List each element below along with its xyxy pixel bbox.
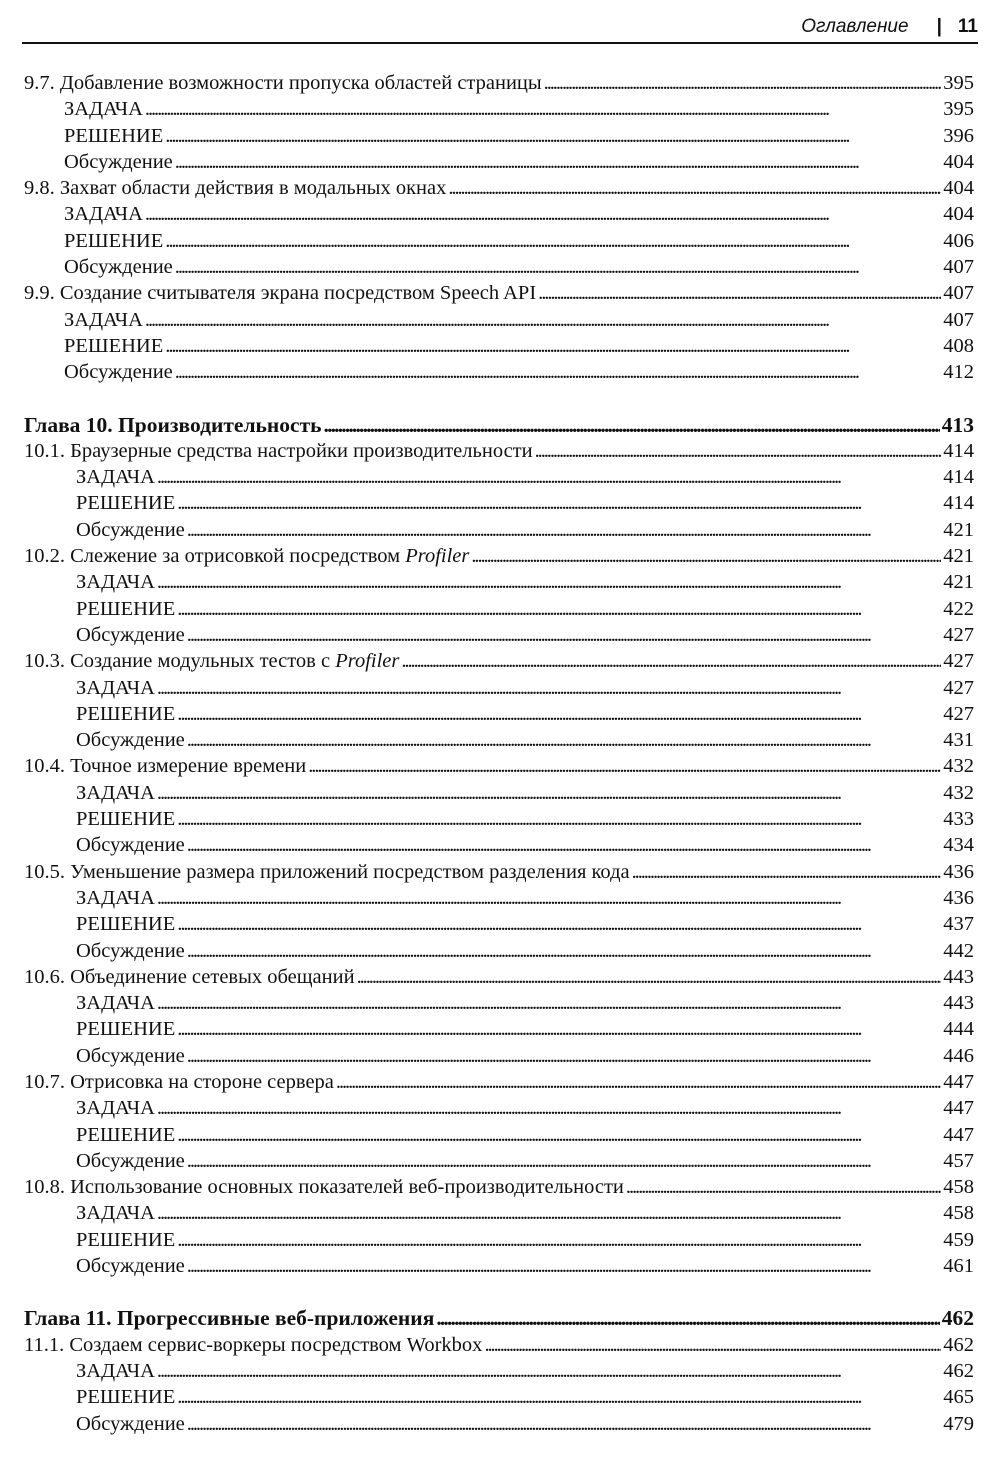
leader-dots — [177, 490, 941, 516]
leader-dots — [175, 359, 941, 385]
toc-subentry[interactable] — [24, 806, 974, 832]
toc-entry-page: 432 — [943, 755, 974, 778]
toc-entry-label: РЕШЕНИЕ — [76, 1123, 176, 1146]
leader-dots — [448, 175, 941, 201]
leader-dots — [157, 1358, 941, 1384]
toc-entry-label: Обсуждение — [76, 729, 185, 752]
toc-entry-page: 421 — [943, 518, 974, 541]
toc-section-10-5[interactable] — [24, 859, 974, 885]
toc-subentry[interactable] — [24, 885, 974, 911]
toc-entry-page: 437 — [943, 913, 974, 936]
leader-dots — [157, 1095, 941, 1121]
toc-entry-page: 427 — [943, 676, 974, 699]
leader-dots — [187, 1253, 941, 1279]
toc-entry-page: 404 — [943, 177, 974, 200]
toc-entry-label: ЗАДАЧА — [76, 1097, 155, 1120]
toc-entry-page: 427 — [943, 650, 974, 673]
toc-subentry[interactable] — [24, 1043, 974, 1069]
toc-section-9-9[interactable] — [24, 280, 974, 306]
leader-dots — [538, 280, 941, 306]
leader-dots — [484, 1332, 941, 1358]
toc-entry-page: 396 — [943, 124, 974, 147]
toc-section-10-3[interactable] — [24, 648, 974, 674]
toc-entry-page: 444 — [943, 1018, 974, 1041]
toc-entry-page: 458 — [943, 1176, 974, 1199]
toc-subentry[interactable] — [24, 149, 974, 175]
toc-subentry[interactable] — [24, 622, 974, 648]
toc-entry-page: 408 — [943, 334, 974, 357]
toc-subentry[interactable] — [24, 780, 974, 806]
toc-entry-label: РЕШЕНИЕ — [76, 1018, 176, 1041]
toc-entry-label: Обсуждение — [76, 1412, 185, 1435]
leader-dots — [357, 964, 942, 990]
toc-chapter-page: 462 — [941, 1306, 974, 1331]
toc-chapter-11[interactable] — [24, 1305, 974, 1331]
toc-subentry[interactable] — [24, 1200, 974, 1226]
toc-subentry[interactable] — [24, 911, 974, 937]
toc-entry-page: 443 — [943, 992, 974, 1015]
leader-dots — [187, 1411, 941, 1437]
toc-entry-page: 407 — [943, 282, 974, 305]
toc-entry-page: 442 — [943, 939, 974, 962]
toc-subentry[interactable] — [24, 1016, 974, 1042]
toc-entry-label: 10.5. Уменьшение размера приложений посредством разделения кода — [24, 860, 630, 883]
toc-subentry[interactable] — [24, 333, 974, 359]
toc-entry-label: Обсуждение — [76, 1149, 185, 1172]
toc-entry-label: 10.1. Браузерные средства настройки производительности — [24, 439, 533, 462]
toc-chapter-page: 413 — [941, 412, 974, 437]
table-of-contents — [24, 70, 974, 1437]
toc-subentry[interactable] — [24, 1095, 974, 1121]
toc-entry-label: 10.8. Использование основных показателей веб-производительности — [24, 1176, 624, 1199]
leader-dots — [535, 438, 942, 464]
toc-entry-label: Обсуждение — [64, 361, 173, 384]
toc-entry-label: Обсуждение — [76, 1255, 185, 1278]
leader-dots — [187, 832, 941, 858]
leader-dots — [336, 1069, 941, 1095]
toc-entry-label: РЕШЕНИЕ — [76, 492, 176, 515]
toc-entry-page: 427 — [943, 702, 974, 725]
toc-entry-label: ЗАДАЧА — [64, 203, 143, 226]
toc-entry-label: 10.7. Отрисовка на стороне сервера — [24, 1070, 334, 1093]
leader-dots — [177, 701, 941, 727]
toc-entry-page: 436 — [943, 860, 974, 883]
leader-dots — [157, 780, 941, 806]
toc-entry-label — [24, 648, 399, 674]
toc-entry-page: 432 — [943, 781, 974, 804]
toc-subentry[interactable] — [24, 1122, 974, 1148]
toc-entry-page: 407 — [943, 256, 974, 279]
leader-dots — [626, 1174, 941, 1200]
toc-subentry[interactable] — [24, 727, 974, 753]
toc-entry-page: 421 — [943, 545, 974, 568]
toc-subentry[interactable] — [24, 96, 974, 122]
toc-entry-label: ЗАДАЧА — [64, 308, 143, 331]
toc-entry-page: 433 — [943, 808, 974, 831]
toc-subentry[interactable] — [24, 1253, 974, 1279]
leader-dots — [177, 1122, 941, 1148]
toc-entry-label: ЗАДАЧА — [64, 98, 143, 121]
leader-dots — [177, 1384, 941, 1410]
toc-entry-label: РЕШЕНИЕ — [64, 124, 164, 147]
leader-dots — [175, 149, 941, 175]
leader-dots — [177, 596, 941, 622]
toc-entry-page: 434 — [943, 834, 974, 857]
toc-subentry[interactable] — [24, 1411, 974, 1437]
leader-dots — [145, 307, 941, 333]
toc-entry-page: 404 — [943, 150, 974, 173]
toc-entry-label: Обсуждение — [76, 623, 185, 646]
toc-entry-label: РЕШЕНИЕ — [76, 1386, 176, 1409]
running-header-title: Оглавление — [801, 16, 909, 37]
toc-entry-page: 427 — [943, 623, 974, 646]
toc-entry-label-text: 10.2. Слежение за отрисовкой посредством — [24, 545, 406, 568]
toc-section-10-2[interactable] — [24, 543, 974, 569]
leader-dots — [157, 1200, 941, 1226]
toc-entry-label: РЕШЕНИЕ — [64, 334, 164, 357]
leader-dots — [632, 859, 942, 885]
leader-dots — [187, 727, 941, 753]
toc-entry-label: ЗАДАЧА — [76, 1202, 155, 1225]
toc-subentry[interactable] — [24, 1358, 974, 1384]
toc-entry-page: 404 — [943, 203, 974, 226]
toc-entry-page: 407 — [943, 308, 974, 331]
toc-entry-label: ЗАДАЧА — [76, 886, 155, 909]
toc-subentry[interactable] — [24, 254, 974, 280]
toc-entry-page: 431 — [943, 729, 974, 752]
toc-entry-page: 446 — [943, 1044, 974, 1067]
toc-entry-page: 458 — [943, 1202, 974, 1225]
toc-entry-label: 9.8. Захват области действия в модальных окнах — [24, 177, 447, 200]
toc-entry-label: ЗАДАЧА — [76, 571, 155, 594]
leader-dots — [308, 753, 941, 779]
toc-entry-page: 414 — [943, 439, 974, 462]
toc-entry-label: Обсуждение — [64, 150, 173, 173]
toc-entry-label: ЗАДАЧА — [76, 1359, 155, 1382]
leader-dots — [401, 648, 941, 674]
leader-dots — [145, 201, 941, 227]
toc-subentry[interactable] — [24, 701, 974, 727]
toc-entry-page: 447 — [943, 1097, 974, 1120]
toc-subentry[interactable] — [24, 490, 974, 516]
toc-entry-label: РЕШЕНИЕ — [76, 702, 176, 725]
toc-entry-label: 10.4. Точное измерение времени — [24, 755, 307, 778]
toc-subentry[interactable] — [24, 832, 974, 858]
toc-section-9-8[interactable] — [24, 175, 974, 201]
leader-dots — [165, 123, 941, 149]
toc-section-11-1[interactable] — [24, 1332, 974, 1358]
toc-entry-label: РЕШЕНИЕ — [76, 597, 176, 620]
toc-entry-label: Обсуждение — [76, 518, 185, 541]
toc-entry-label: Обсуждение — [76, 1044, 185, 1067]
toc-entry-label: 9.9. Создание считывателя экрана посредством Speech API — [24, 282, 537, 305]
leader-dots — [187, 1043, 941, 1069]
toc-entry-label: 9.7. Добавление возможности пропуска областей страницы — [24, 72, 542, 94]
running-header — [22, 12, 978, 44]
leader-dots — [471, 543, 941, 569]
toc-section-10-1[interactable] — [24, 438, 974, 464]
toc-entry-label — [24, 543, 469, 569]
toc-entry-page: 462 — [943, 1333, 974, 1356]
toc-subentry[interactable] — [24, 464, 974, 490]
toc-chapter-label: Глава 10. Производительность — [24, 412, 322, 437]
toc-entry-label: Обсуждение — [64, 256, 173, 279]
toc-entry-page: 406 — [943, 229, 974, 252]
toc-entry-page: 414 — [943, 466, 974, 489]
toc-section-10-4[interactable] — [24, 753, 974, 779]
toc-subentry[interactable] — [24, 569, 974, 595]
leader-dots — [187, 938, 941, 964]
toc-entry-label-text: 10.3. Создание модульных тестов с — [24, 650, 336, 673]
toc-entry-label: 10.6. Объединение сетевых обещаний — [24, 965, 355, 988]
leader-dots — [187, 622, 941, 648]
toc-section-9-7[interactable] — [24, 70, 974, 96]
toc-entry-page: 462 — [943, 1359, 974, 1382]
leader-dots — [145, 96, 941, 122]
toc-entry-page: 465 — [943, 1386, 974, 1409]
leader-dots — [157, 990, 941, 1016]
toc-entry-page: 461 — [943, 1255, 974, 1278]
toc-entry-label: ЗАДАЧА — [76, 676, 155, 699]
toc-section-10-7[interactable] — [24, 1069, 974, 1095]
toc-entry-page: 479 — [943, 1412, 974, 1435]
toc-entry-label: Обсуждение — [76, 939, 185, 962]
toc-entry-page: 447 — [943, 1070, 974, 1093]
toc-entry-page: 395 — [943, 72, 974, 94]
toc-subentry[interactable] — [24, 1227, 974, 1253]
toc-entry-label: РЕШЕНИЕ — [76, 1228, 176, 1251]
leader-dots — [324, 412, 940, 438]
toc-entry-label: ЗАДАЧА — [76, 781, 155, 804]
toc-subentry[interactable] — [24, 307, 974, 333]
toc-subentry[interactable] — [24, 123, 974, 149]
toc-entry-page: 422 — [943, 597, 974, 620]
toc-entry-label: 11.1. Создаем сервис-воркеры посредством Workbox — [24, 1333, 483, 1356]
toc-subentry[interactable] — [24, 675, 974, 701]
toc-subentry[interactable] — [24, 938, 974, 964]
toc-entry-page: 443 — [943, 965, 974, 988]
leader-dots — [157, 675, 941, 701]
toc-entry-page: 436 — [943, 886, 974, 909]
toc-subentry[interactable] — [24, 359, 974, 385]
toc-entry-page: 412 — [943, 361, 974, 384]
leader-dots — [177, 1016, 941, 1042]
toc-subentry[interactable] — [24, 990, 974, 1016]
toc-subentry[interactable] — [24, 228, 974, 254]
toc-entry-page: 414 — [943, 492, 974, 515]
toc-entry-page: 395 — [943, 98, 974, 121]
leader-dots — [177, 911, 941, 937]
toc-entry-page: 457 — [943, 1149, 974, 1172]
running-header-separator: | — [936, 16, 942, 37]
toc-entry-label: РЕШЕНИЕ — [64, 229, 164, 252]
toc-subentry[interactable] — [24, 517, 974, 543]
toc-entry-page: 459 — [943, 1228, 974, 1251]
page-number: 11 — [957, 16, 978, 37]
leader-dots — [175, 254, 941, 280]
leader-dots — [157, 885, 941, 911]
leader-dots — [157, 464, 941, 490]
leader-dots — [157, 569, 941, 595]
toc-entry-label: РЕШЕНИЕ — [76, 913, 176, 936]
toc-entry-page: 421 — [943, 571, 974, 594]
toc-entry-label: ЗАДАЧА — [76, 992, 155, 1015]
toc-chapter-10[interactable] — [24, 412, 974, 438]
leader-dots — [177, 806, 941, 832]
toc-entry-label: Обсуждение — [76, 834, 185, 857]
toc-entry-label: РЕШЕНИЕ — [76, 808, 176, 831]
toc-subentry[interactable] — [24, 1148, 974, 1174]
toc-section-10-6[interactable] — [24, 964, 974, 990]
toc-section-10-8[interactable] — [24, 1174, 974, 1200]
toc-chapter-label: Глава 11. Прогрессивные веб-приложения — [24, 1306, 435, 1331]
toc-entry-label-italic: Profiler — [335, 650, 400, 673]
leader-dots — [187, 1148, 941, 1174]
toc-entry-label-italic: Profiler — [405, 545, 470, 568]
toc-subentry[interactable] — [24, 1384, 974, 1410]
toc-subentry[interactable] — [24, 201, 974, 227]
leader-dots — [165, 228, 941, 254]
toc-entry-label: ЗАДАЧА — [76, 466, 155, 489]
leader-dots — [165, 333, 941, 359]
leader-dots — [187, 517, 941, 543]
leader-dots — [177, 1227, 941, 1253]
toc-subentry[interactable] — [24, 596, 974, 622]
toc-entry-page: 447 — [943, 1123, 974, 1146]
leader-dots — [544, 70, 942, 96]
leader-dots — [436, 1305, 939, 1331]
